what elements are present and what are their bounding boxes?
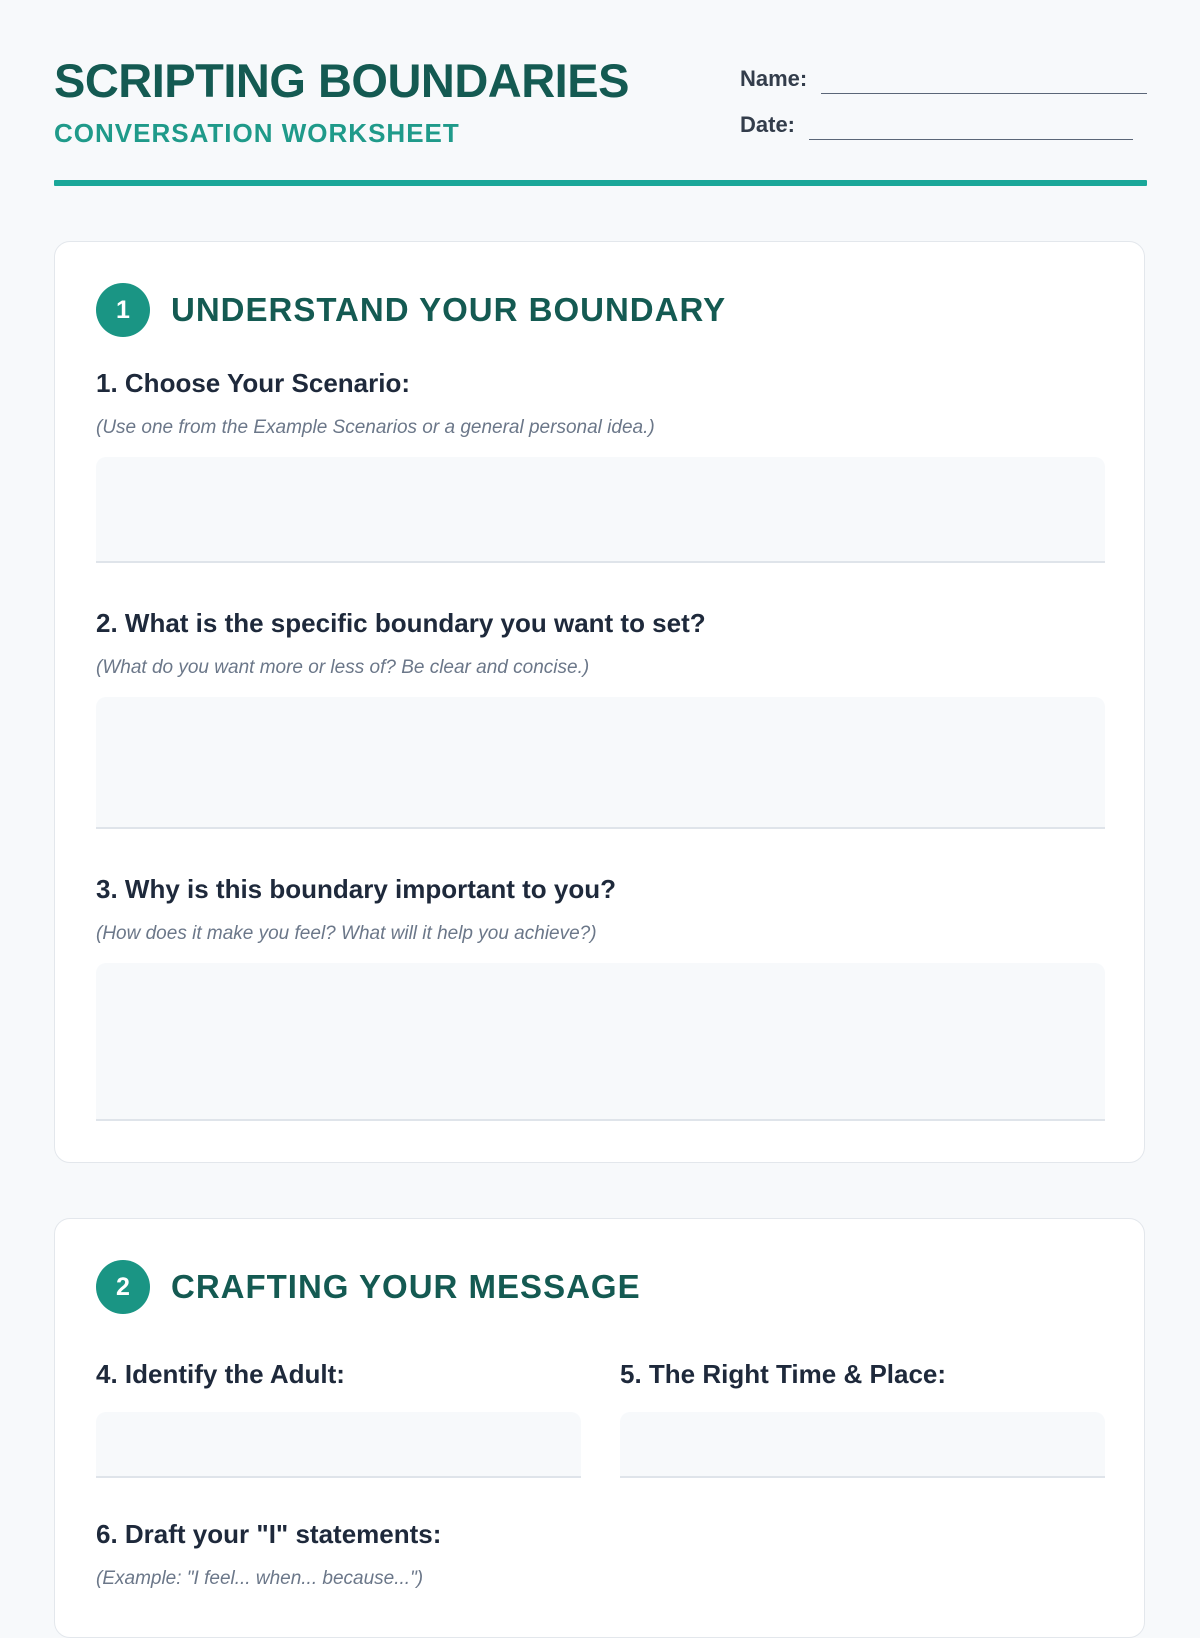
- section-number-badge: 2: [96, 1260, 150, 1314]
- date-field-row: [740, 110, 1147, 140]
- question-i-statements: [96, 1519, 1105, 1590]
- question-boundary: [96, 608, 1105, 829]
- question-label: 3. Why is this boundary important to you?: [96, 874, 617, 904]
- header-divider: [54, 180, 1147, 186]
- section-number-badge: 1: [96, 283, 150, 337]
- date-label: Date:: [740, 112, 796, 137]
- page-title: SCRIPTING BOUNDARIES: [54, 54, 629, 107]
- page-subtitle: CONVERSATION WORKSHEET: [54, 118, 460, 148]
- question-scenario: [96, 368, 1105, 563]
- name-label: Name:: [740, 66, 808, 91]
- date-input-line[interactable]: [809, 115, 1133, 140]
- name-field-row: [740, 64, 1147, 94]
- boundary-answer-field[interactable]: [96, 697, 1105, 829]
- question-hint: (Example: "I feel... when... because..."): [96, 1568, 424, 1589]
- name-input-line[interactable]: [821, 69, 1147, 94]
- section-title: CRAFTING YOUR MESSAGE: [171, 1268, 641, 1305]
- section-card-message: [54, 1218, 1145, 1638]
- section-heading: [96, 283, 726, 337]
- worksheet-header: [54, 0, 1147, 188]
- scenario-answer-field[interactable]: [96, 457, 1105, 563]
- question-label: 2. What is the specific boundary you want to set?: [96, 608, 706, 638]
- question-label: 4. Identify the Adult:: [96, 1359, 345, 1389]
- importance-answer-field[interactable]: [96, 963, 1105, 1121]
- question-hint: (What do you want more or less of? Be clear and concise.): [96, 657, 590, 678]
- question-hint: (How does it make you feel? What will it help you achieve?): [96, 923, 597, 944]
- question-label: 6. Draft your "I" statements:: [96, 1519, 442, 1549]
- question-label: 1. Choose Your Scenario:: [96, 368, 411, 398]
- adult-answer-field[interactable]: [96, 1412, 581, 1478]
- section-card-understand: [54, 241, 1145, 1163]
- question-time-place: [620, 1359, 1105, 1478]
- time-place-answer-field[interactable]: [620, 1412, 1105, 1478]
- question-hint: (Use one from the Example Scenarios or a general personal idea.): [96, 417, 655, 438]
- section-heading: [96, 1260, 641, 1314]
- question-label: 5. The Right Time & Place:: [620, 1359, 947, 1389]
- section-title: UNDERSTAND YOUR BOUNDARY: [171, 291, 727, 328]
- question-adult: [96, 1359, 581, 1478]
- worksheet-page: [54, 0, 1147, 1589]
- question-importance: [96, 874, 1105, 1121]
